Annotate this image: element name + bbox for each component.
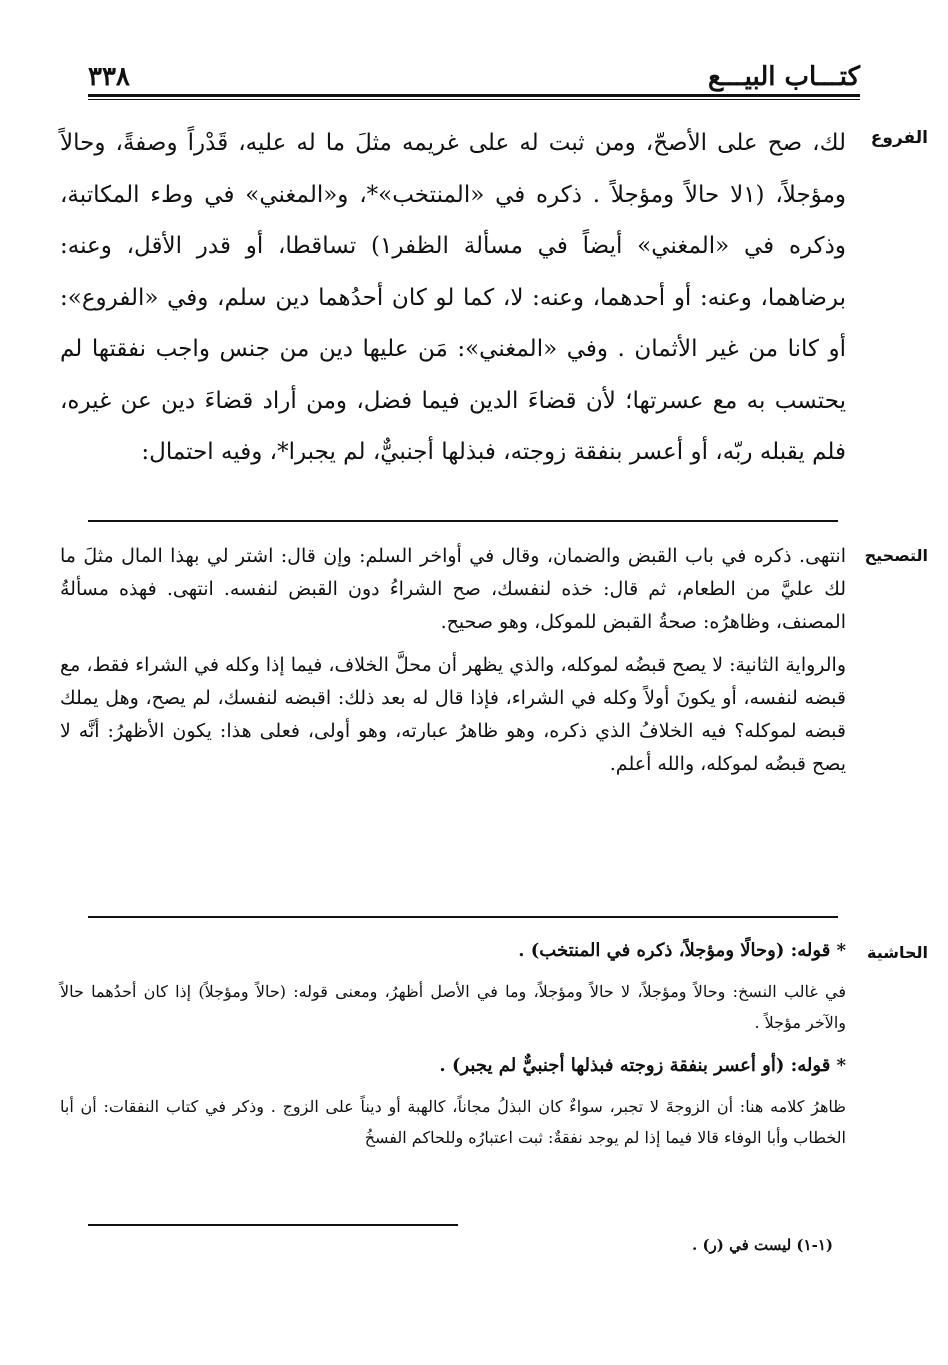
tashih-section [60, 540, 928, 791]
tashih-paragraph: انتهى. ذكره في باب القبض والضمان، وقال في أواخر السلم: وإن قال: اشتر لي بهذا المال مثلَ ما لك عليَّ من الطعام، ثم قال: خذه لنفسك، صح الشراءُ دون القبض لنفسه. انتهى. فهذه مسألةُ المصنف، وظاهرُه: صحةُ القبض للموكل، وهو صحيح. [60, 545, 846, 633]
furu-label: الفروع [870, 128, 928, 148]
header-rule [88, 94, 860, 97]
hashiya-section [60, 935, 928, 1165]
section-divider [88, 916, 838, 918]
hashiya-label: الحاشية [867, 943, 928, 962]
footnote-divider [88, 1224, 458, 1226]
note-heading: * قوله: (وحالًا ومؤجلاً، ذكره في المنتخب) . [518, 940, 846, 961]
furu-text: لك، صح على الأصحّ، ومن ثبت له على غريمه مثلَ ما له عليه، قَدْراً وصفةً، وحالاً ومؤجلاً، (١لا حالاً ومؤجلاً . ذكره في «المنتخب»*، و«المغني» في وطء المكاتبة، وذكره في «المغني» أيضاً في مسألة الظفر١) تساقطا، أو قدر الأقل، وعنه: برضاهما، وعنه: أو أحدهما، وعنه: لا، كما لو كان أحدُهما دين سلم، وفي «الفروع»: أو كانا من غير الأثمان . وفي «المغني»: مَن عليها دين من جنس واجب نفقتها لم يحتسب به مع عسرتها؛ لأن قضاءَ الدين فيما فضل، ومن أراد قضاءَ دين عن غيره، فلم يقبله ربّه، أو أعسر بنفقة زوجته، فبذلها أجنبيٌّ، لم يجبرا*، وفيه احتمال: [60, 130, 846, 465]
tashih-body [60, 540, 846, 781]
running-head [88, 52, 860, 92]
furu-section [60, 118, 928, 479]
tashih-paragraph: والرواية الثانية: لا يصح قبضُه لموكله، والذي يظهر أن محلَّ الخلاف، فيما إذا وكله في الشراء فقط، مع قبضه لنفسه، أو يكونَ أولاً وكله في الشراء، فإذا قال له بعد ذلك: اقبضه لنفسك، لم يصح، وهل يملك قبضه لموكله؟ فيه الخلافُ الذي ذكره، وهو ظاهرُ عبارته، وهو أولى، فعلى هذا: يكون الأظهرُ: أنَّه لا يصح قبضُه لموكله، والله أعلم. [60, 654, 846, 775]
book-title: كتـــاب البيـــع [707, 62, 860, 92]
note-text: في غالب النسخ: وحالاً ومؤجلاً، لا حالاً ومؤجلاً، وما في الأصل أظهرُ، ومعنى قوله: (حالاً ومؤجلاً) إذا كان أحدُهما حالاً والآخر مؤجلاً . [60, 982, 846, 1032]
tashih-label: التصحيح [864, 546, 928, 565]
note-heading: * قوله: (أو أعسر بنفقة زوجته فبذلها أجنبيٌّ لم يجبر) . [439, 1055, 846, 1076]
section-divider [88, 520, 838, 522]
note-text: ظاهرُ كلامه هنا: أن الزوجةَ لا تجبر، سواءٌ كان البذلُ مجاناً، كالهبة أو ديناً على الزوج . وذكر في كتاب النفقات: أن أبا الخطاب وأبا الوفاء قالا فيما إذا لم يوجد نفقةٌ: ثبت اعتبارُه وللحاكم الفسخُ [60, 1097, 846, 1147]
hashiya-body [60, 935, 846, 1153]
page-number: ٣٣٨ [88, 62, 130, 92]
header-rule-thin [88, 99, 860, 100]
footnote: (١-١) ليست في (ر) . [692, 1236, 833, 1254]
